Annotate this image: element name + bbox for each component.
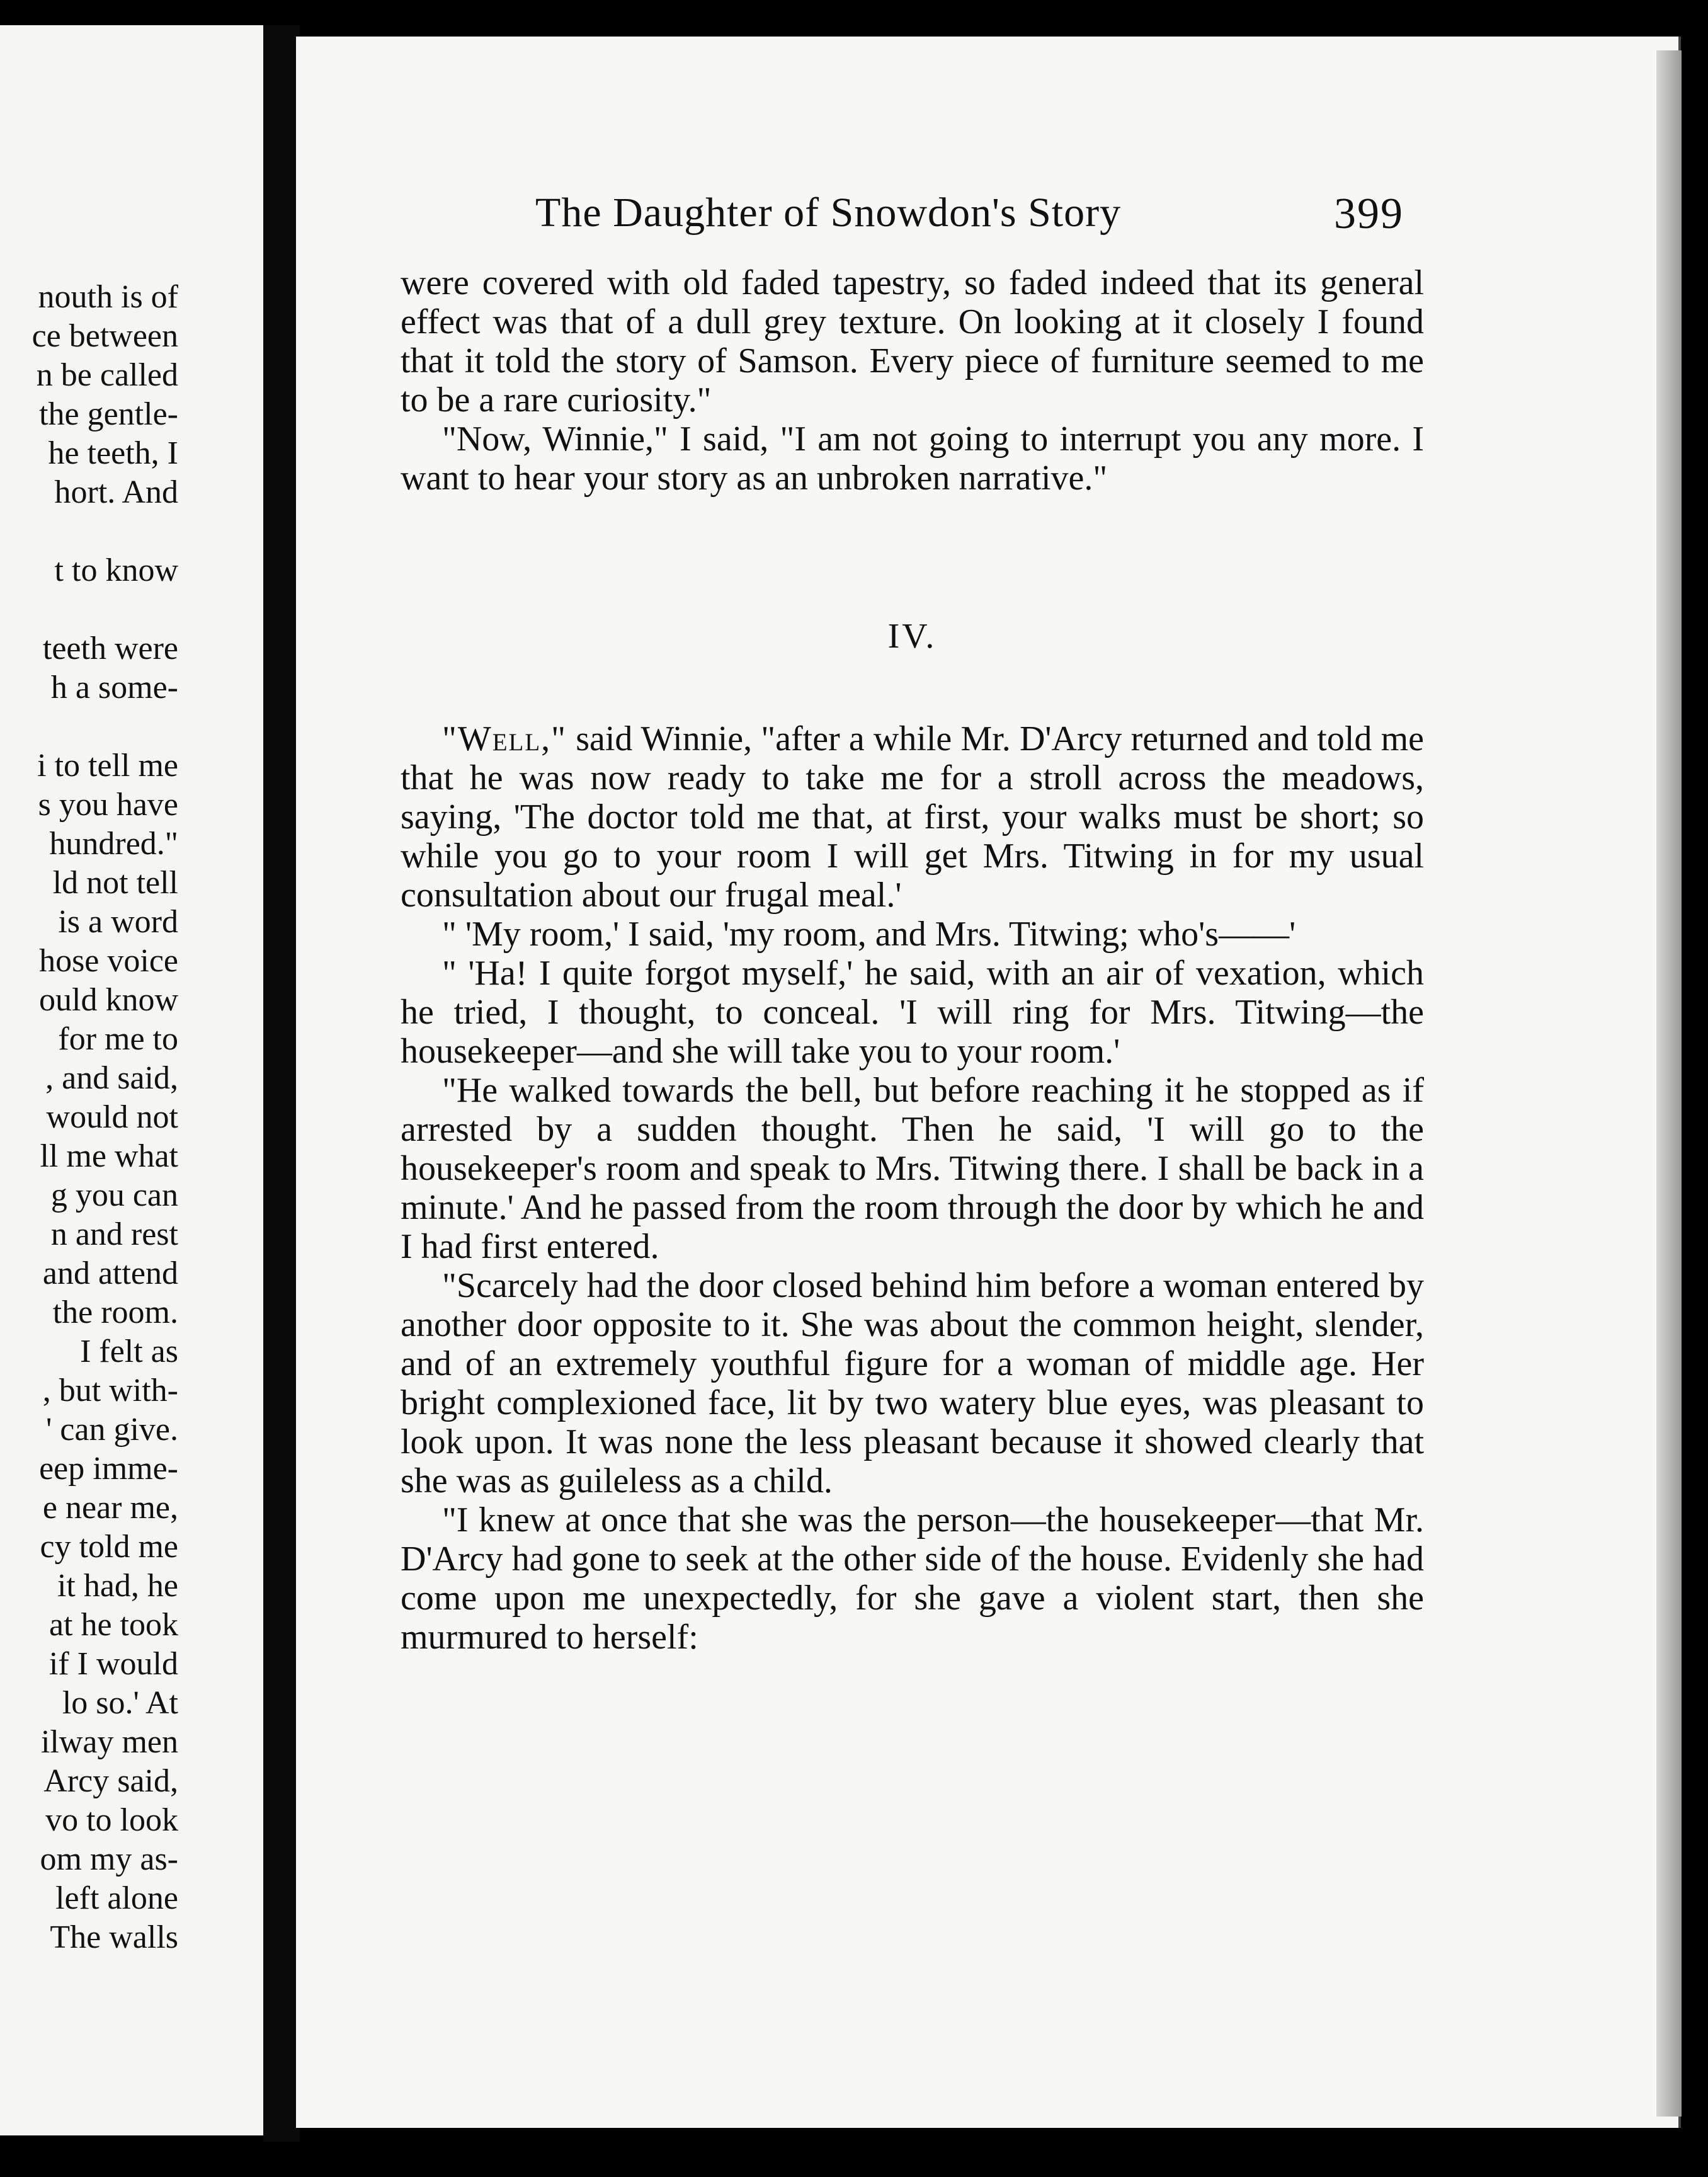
page-body	[401, 263, 1424, 1657]
previous-page-line: ' can give.	[45, 1412, 178, 1448]
previous-page-line: at he took	[48, 1607, 178, 1643]
previous-page-line: ilway men	[40, 1724, 178, 1760]
previous-page-line: teeth were	[42, 631, 178, 666]
paragraph-text: said Winnie, "after a while Mr. D'Arcy returned and told me that he was now ready to take me for a stroll across the meadows, saying, 'The doctor told me that, at first, your walks must be short; so while you go to your room I will get Mrs. Titwing in for my usual consultation about our frugal meal.'	[401, 719, 1424, 915]
previous-page-line: cy told me	[40, 1529, 178, 1565]
page-number: 399	[1334, 190, 1404, 238]
previous-page-line: The walls	[50, 1919, 178, 1955]
previous-page-line: ce between	[31, 318, 178, 354]
book-gutter	[263, 25, 300, 2142]
previous-page-line: for me to	[58, 1021, 178, 1057]
previous-page-line: Arcy said,	[43, 1763, 178, 1799]
previous-page-line: e near me,	[42, 1490, 178, 1526]
previous-page-line: ould know	[39, 982, 178, 1018]
previous-page-line: left alone	[55, 1880, 178, 1916]
previous-page-line: I felt as	[80, 1334, 178, 1369]
previous-page-line: s you have	[38, 787, 178, 823]
previous-page-line: the gentle-	[39, 396, 178, 432]
previous-page-line: it had, he	[57, 1568, 178, 1604]
paragraph: "He walked towards the bell, but before reaching it he stopped as if arrested by a sudden thought. Then he said, 'I will go to the housekeeper's room and speak to Mrs. Titwing there. I shall be back in a minute.' And he passed from the room through the door by which he and I had first entered.	[401, 1071, 1424, 1266]
previous-page-line: i to tell me	[37, 748, 178, 784]
paragraph: "I knew at once that she was the person—the housekeeper—that Mr. D'Arcy had gone to seek at the other side of the house. Evidenly she had come upon me unexpectedly, for she gave a violent start, then she murmured to herself:	[401, 1500, 1424, 1657]
previous-page	[0, 25, 268, 2135]
previous-page-line: om my as-	[40, 1841, 178, 1877]
previous-page-line: ll me what	[40, 1138, 178, 1174]
paragraph: " 'My room,' I said, 'my room, and Mrs. Titwing; who's——'	[442, 915, 1296, 954]
previous-page-line: hose voice	[39, 943, 178, 979]
previous-page-line: ld not tell	[52, 865, 178, 901]
previous-page-line: the room.	[52, 1294, 178, 1330]
previous-page-line: hundred."	[49, 826, 178, 862]
running-title: The Daughter of Snowdon's Story	[535, 190, 1122, 236]
paragraph: "Scarcely had the door closed behind him before a woman entered by another door opposite to it. She was about the common height, slender, and of an extremely youthful figure for a woman of middle age. Her bright complexioned face, lit by two watery blue eyes, was pleasant to look upon. It was none the less pleasant because it showed clearly that she was as guileless as a child.	[401, 1266, 1424, 1500]
paragraph	[401, 719, 1424, 915]
previous-page-line: lo so.' At	[62, 1685, 178, 1721]
section-heading: IV.	[887, 617, 937, 656]
previous-page-line: would not	[46, 1099, 178, 1135]
previous-page-line: n be called	[36, 357, 178, 393]
previous-page-line: vo to look	[45, 1802, 178, 1838]
previous-page-line: , but with-	[42, 1373, 178, 1408]
previous-page-line: eep imme-	[39, 1451, 178, 1487]
page-edge	[1656, 50, 1682, 2117]
previous-page-line: n and rest	[50, 1216, 178, 1252]
paragraph: were covered with old faded tapestry, so faded indeed that its general effect was that of a dull grey texture. On looking at it closely I found that it told the story of Samson. Every piece of furniture seemed to me to be a rare curiosity."	[401, 263, 1424, 420]
previous-page-line: h a some-	[50, 670, 178, 706]
previous-page-line: is a word	[58, 904, 178, 940]
paragraph-lead: "Well,"	[442, 719, 567, 758]
previous-page-line: he teeth, I	[48, 435, 178, 471]
previous-page-line: and attend	[42, 1255, 178, 1291]
paragraph: " 'Ha! I quite forgot myself,' he said, with an air of vexation, which he tried, I thought, to conceal. 'I will ring for Mrs. Titwing—the housekeeper—and she will take you to your room.'	[401, 954, 1424, 1071]
previous-page-line: hort. And	[54, 474, 178, 510]
previous-page-line: nouth is of	[38, 279, 178, 315]
paragraph: "Now, Winnie," I said, "I am not going to interrupt you any more. I want to hear your story as an unbroken narrative."	[401, 420, 1424, 498]
previous-page-line: , and said,	[45, 1060, 178, 1096]
previous-page-line: t to know	[54, 552, 178, 588]
previous-page-line: if I would	[48, 1646, 178, 1682]
previous-page-line: g you can	[50, 1177, 178, 1213]
